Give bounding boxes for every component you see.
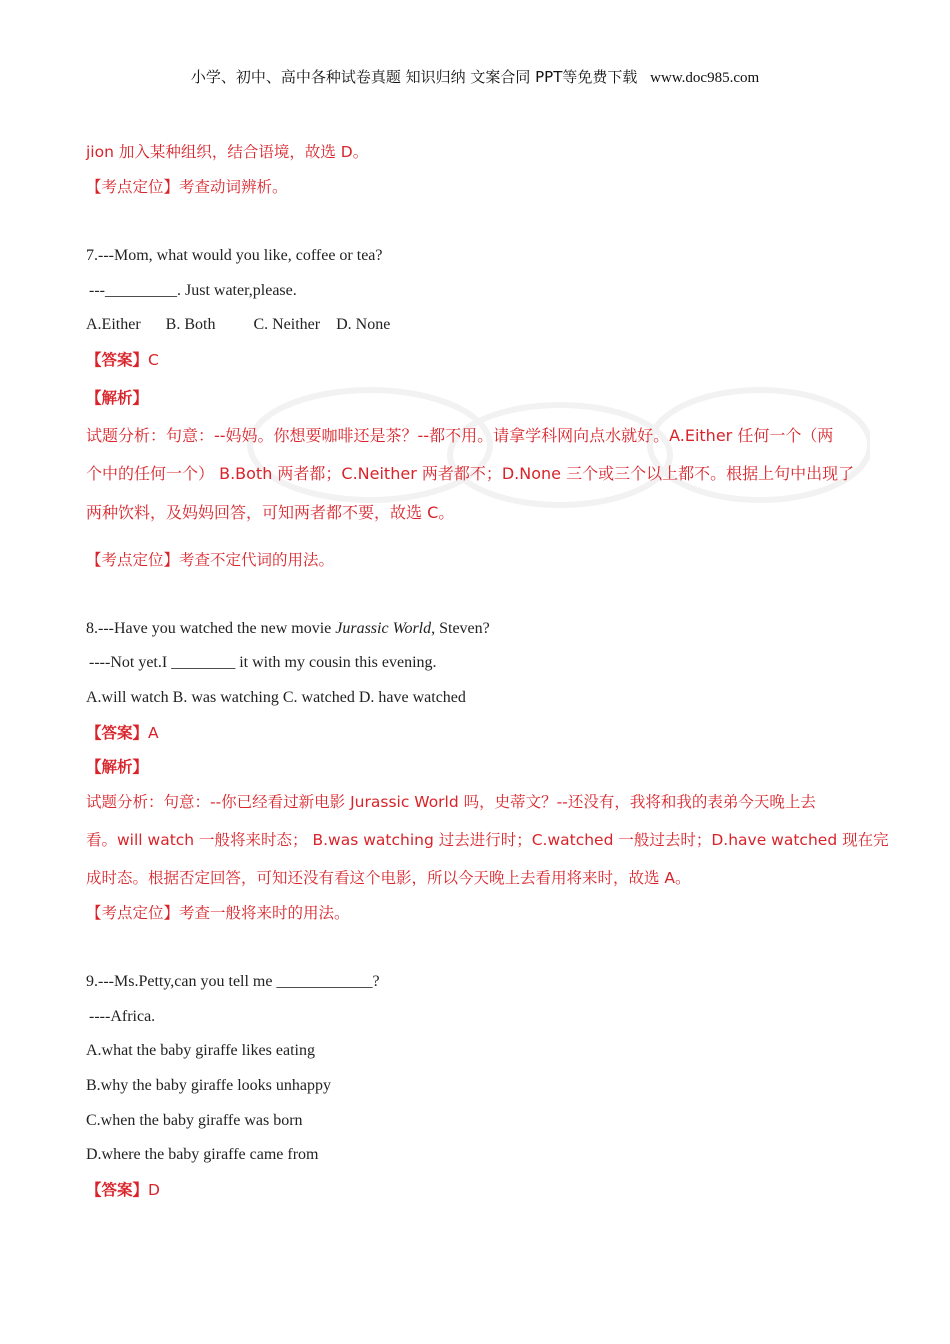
q7-question: 7.---Mom, what would you like, coffee or tea? <box>86 247 383 264</box>
q6-analysis-tail: jion 加入某种组织，结合语境，故选 D。 <box>86 143 369 161</box>
q7-point: 【考点定位】考查不定代词的用法。 <box>86 551 335 569</box>
q9-answer-value: D <box>148 1181 160 1199</box>
q8-analysis-line-2: 看。will watch 一般将来时态； B.was watching 过去进行时；C.watched 一般过去时；D.have watched 现在完 <box>86 831 889 849</box>
q8-analysis-line-3: 成时态。根据否定回答，可知还没有看这个电影，所以今天晚上去看用将来时，故选 A。 <box>86 869 691 887</box>
q9-answer <box>86 1179 160 1201</box>
q8-movie-title: Jurassic World <box>335 620 432 637</box>
q7-answer <box>86 349 159 371</box>
q9-option-c: C.when the baby giraffe was born <box>86 1112 303 1129</box>
q8-answer-label: 【答案】 <box>86 724 149 742</box>
q7-options <box>86 314 390 336</box>
q8-answer-value: A <box>148 724 159 742</box>
q7-option-d: D. None <box>336 316 391 333</box>
q8-analysis-label: 【解析】 <box>86 758 149 776</box>
q8-analysis-line-1: 试题分析：句意：--你已经看过新电影 Jurassic World 吗，史蒂文？--还没有，我将和我的表弟今天晚上去 <box>86 793 816 811</box>
q8-point: 【考点定位】考查一般将来时的用法。 <box>86 904 350 922</box>
q7-analysis-label: 【解析】 <box>86 389 149 407</box>
q9-answer-label: 【答案】 <box>86 1181 149 1199</box>
q9-option-a: A.what the baby giraffe likes eating <box>86 1042 315 1059</box>
q7-analysis-line-2: 个中的任何一个） B.Both 两者都；C.Neither 两者都不；D.None 三个或三个以上都不。根据上句中出现了 <box>86 464 855 483</box>
q7-analysis-line-1: 试题分析：句意：--妈妈。你想要咖啡还是茶？--都不用。请拿学科网向点水就好。A.Either 任何一个（两 <box>86 426 834 445</box>
q7-reply: ---_________. Just water,please. <box>89 282 297 299</box>
header-title: 小学、初中、高中各种试卷真题 知识归纳 文案合同 PPT等免费下载 <box>190 68 638 86</box>
q9-option-b: B.why the baby giraffe looks unhappy <box>86 1077 331 1094</box>
q7-option-c: C. Neither <box>253 316 321 333</box>
q7-analysis-line-3: 两种饮料，及妈妈回答，可知两者都不要，故选 C。 <box>86 503 455 522</box>
q7-option-b: B. Both <box>165 316 216 333</box>
page-header <box>0 66 950 87</box>
q7-answer-label: 【答案】 <box>86 351 149 369</box>
q8-reply: ----Not yet.I ________ it with my cousin this evening. <box>89 654 437 671</box>
q6-point: 【考点定位】考查动词辨析。 <box>86 178 288 196</box>
q9-reply: ----Africa. <box>89 1008 156 1025</box>
q8-answer <box>86 722 159 744</box>
q8-question: 8.---Have you watched the new movie Jurassic World, Steven? <box>86 620 490 637</box>
q7-answer-value: C <box>148 351 159 369</box>
q8-options: A.will watch B. was watching C. watched D. have watched <box>86 689 466 706</box>
q9-option-d: D.where the baby giraffe came from <box>86 1146 319 1163</box>
header-url[interactable]: www.doc985.com <box>650 70 760 86</box>
q9-question: 9.---Ms.Petty,can you tell me ____________? <box>86 973 380 990</box>
q7-option-a: A.Either <box>86 316 141 333</box>
